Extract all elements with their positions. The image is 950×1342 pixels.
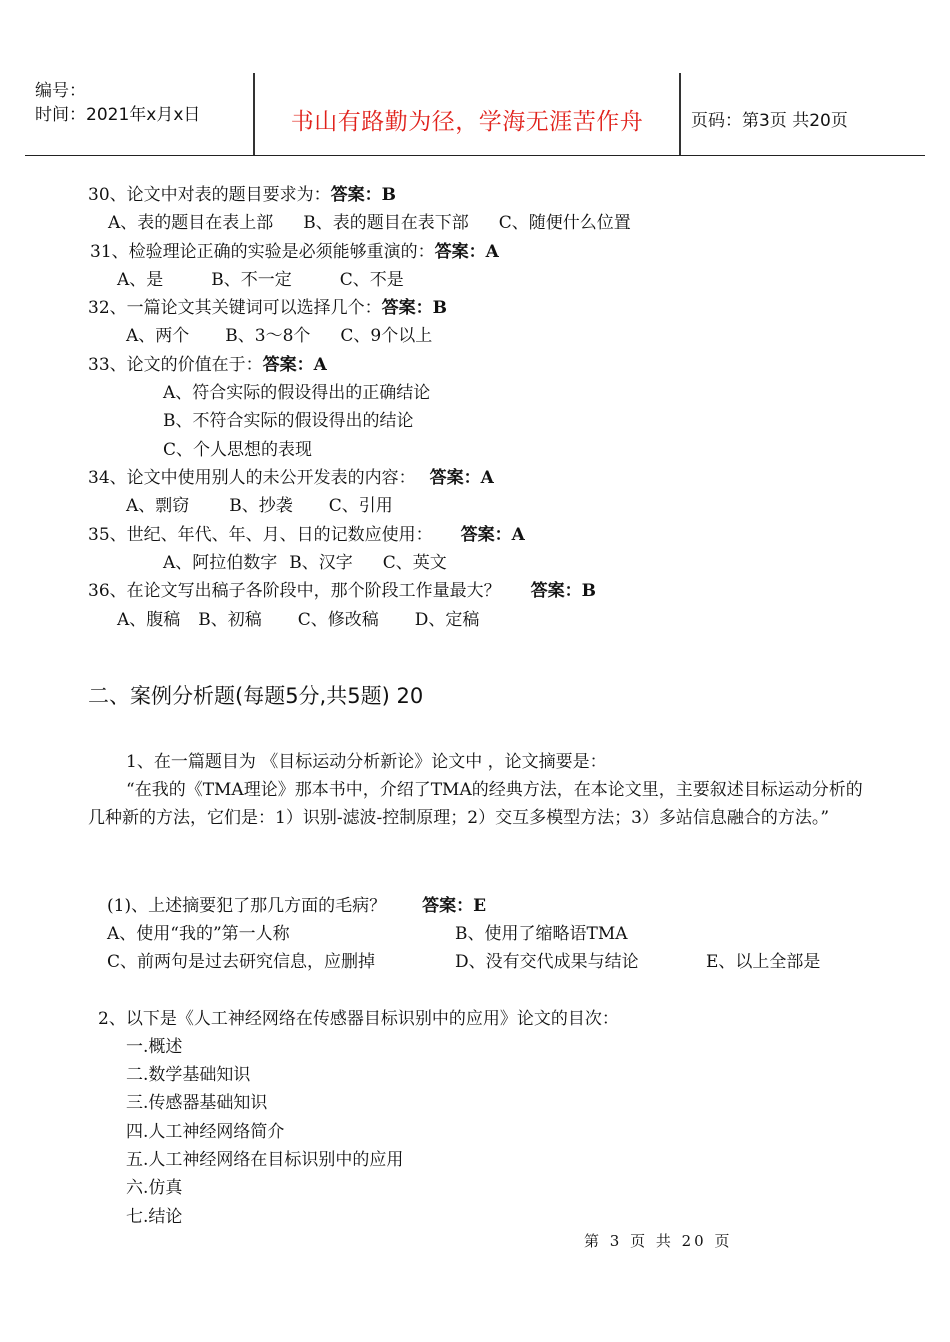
option: A、使用“我的”第一人称: [107, 924, 290, 944]
time-label: 时间：2021年x月x日: [35, 105, 201, 125]
question-text: 36、在论文写出稿子各阶段中，那个阶段工作量最大？: [88, 581, 501, 601]
option: A、剽窃: [126, 496, 190, 516]
question-text: 34、论文中使用别人的未公开发表的内容：: [88, 468, 416, 488]
header-divider: [679, 73, 681, 155]
option: B、3～8个: [225, 326, 311, 346]
toc-item: 四.人工神经网络简介: [126, 1122, 285, 1142]
toc-item: 三.传感器基础知识: [126, 1093, 268, 1113]
options-32: [126, 324, 432, 348]
answer-label: 答案：E: [422, 896, 487, 916]
options-35: [163, 551, 447, 575]
options-30: [108, 211, 631, 235]
option: C、9个以上: [340, 326, 433, 346]
option: C、前两句是过去研究信息，应删掉: [107, 952, 376, 972]
answer-label: 答案：B: [330, 185, 397, 205]
toc-item: 一.概述: [126, 1037, 183, 1057]
answer-label: 答案：B: [381, 298, 448, 318]
option: C、随便什么位置: [498, 213, 631, 233]
answer-label: 答案：A: [460, 525, 525, 545]
question-33: [88, 353, 327, 377]
answer-label: 答案：B: [530, 581, 597, 601]
section-title: 二、案例分析题(每题5分,共5题) 20: [88, 684, 424, 708]
case1-abstract: [88, 776, 863, 832]
question-36: [88, 579, 596, 603]
abstract-text: “在我的《TMA理论》那本书中，介绍了TMA的经典方法，在本论文里，主要叙述目标运动分析的几种新的方法，它们是：1）识别-滤波-控制原理；2）交互多模型方法；3）多站信息融合的方法。”: [88, 780, 863, 828]
option: B、表的题目在表下部: [303, 213, 469, 233]
option: D、没有交代成果与结论: [455, 952, 639, 972]
option: C、英文: [382, 553, 447, 573]
options-34: [126, 494, 393, 518]
question-35: [88, 523, 525, 547]
option: B、汉字: [289, 553, 353, 573]
option: A、是: [117, 270, 164, 290]
options-36: [117, 608, 479, 632]
question-31: [90, 240, 499, 264]
option: B、不一定: [211, 270, 292, 290]
option: E、以上全部是: [706, 952, 821, 972]
answer-label: 答案：A: [429, 468, 494, 488]
number-label: 编号：: [35, 81, 86, 101]
option: A、符合实际的假设得出的正确结论: [163, 383, 431, 403]
option: A、阿拉伯数字: [163, 553, 278, 573]
question-30: [88, 183, 396, 207]
toc-item: 五.人工神经网络在目标识别中的应用: [126, 1150, 404, 1170]
answer-label: 答案：A: [434, 242, 499, 262]
option: C、不是: [339, 270, 404, 290]
question-text: 32、一篇论文其关键词可以选择几个：: [88, 298, 382, 318]
footer-page-number: 第 3 页 共 20 页: [584, 1232, 733, 1250]
header-page-label: 页码：第3页 共20页: [691, 111, 848, 131]
option: C、引用: [328, 496, 393, 516]
question-text: 35、世纪、年代、年、月、日的记数应使用：: [88, 525, 433, 545]
toc-item: 二.数学基础知识: [126, 1065, 251, 1085]
header-motto: 书山有路勤为径，学海无涯苦作舟: [290, 109, 644, 135]
toc-item: 七.结论: [126, 1207, 183, 1227]
answer-label: 答案：A: [262, 355, 327, 375]
options-31: [117, 268, 404, 292]
option: C、个人思想的表现: [163, 440, 313, 460]
page-header: [25, 73, 925, 156]
case2-intro: 2、以下是《人工神经网络在传感器目标识别中的应用》论文的目次：: [98, 1009, 619, 1029]
question-text: 30、论文中对表的题目要求为：: [88, 185, 331, 205]
question-34: [88, 466, 494, 490]
option: B、使用了缩略语TMA: [455, 924, 628, 944]
case1-intro: 1、在一篇题目为 《目标运动分析新论》论文中 ，论文摘要是：: [126, 752, 607, 772]
question-32: [88, 296, 447, 320]
option: D、定稿: [414, 610, 480, 630]
option: A、腹稿: [117, 610, 181, 630]
case1-question: [107, 894, 486, 918]
header-meta: [35, 79, 200, 127]
question-text: 33、论文的价值在于：: [88, 355, 263, 375]
option: B、初稿: [198, 610, 262, 630]
question-text: 31、检验理论正确的实验是必须能够重演的：: [90, 242, 435, 262]
option: A、两个: [126, 326, 190, 346]
option: C、修改稿: [297, 610, 379, 630]
toc-item: 六.仿真: [126, 1178, 183, 1198]
option: B、不符合实际的假设得出的结论: [163, 411, 414, 431]
option: A、表的题目在表上部: [108, 213, 274, 233]
question-text: (1)、上述摘要犯了那几方面的毛病？: [107, 896, 387, 916]
option: B、抄袭: [229, 496, 293, 516]
